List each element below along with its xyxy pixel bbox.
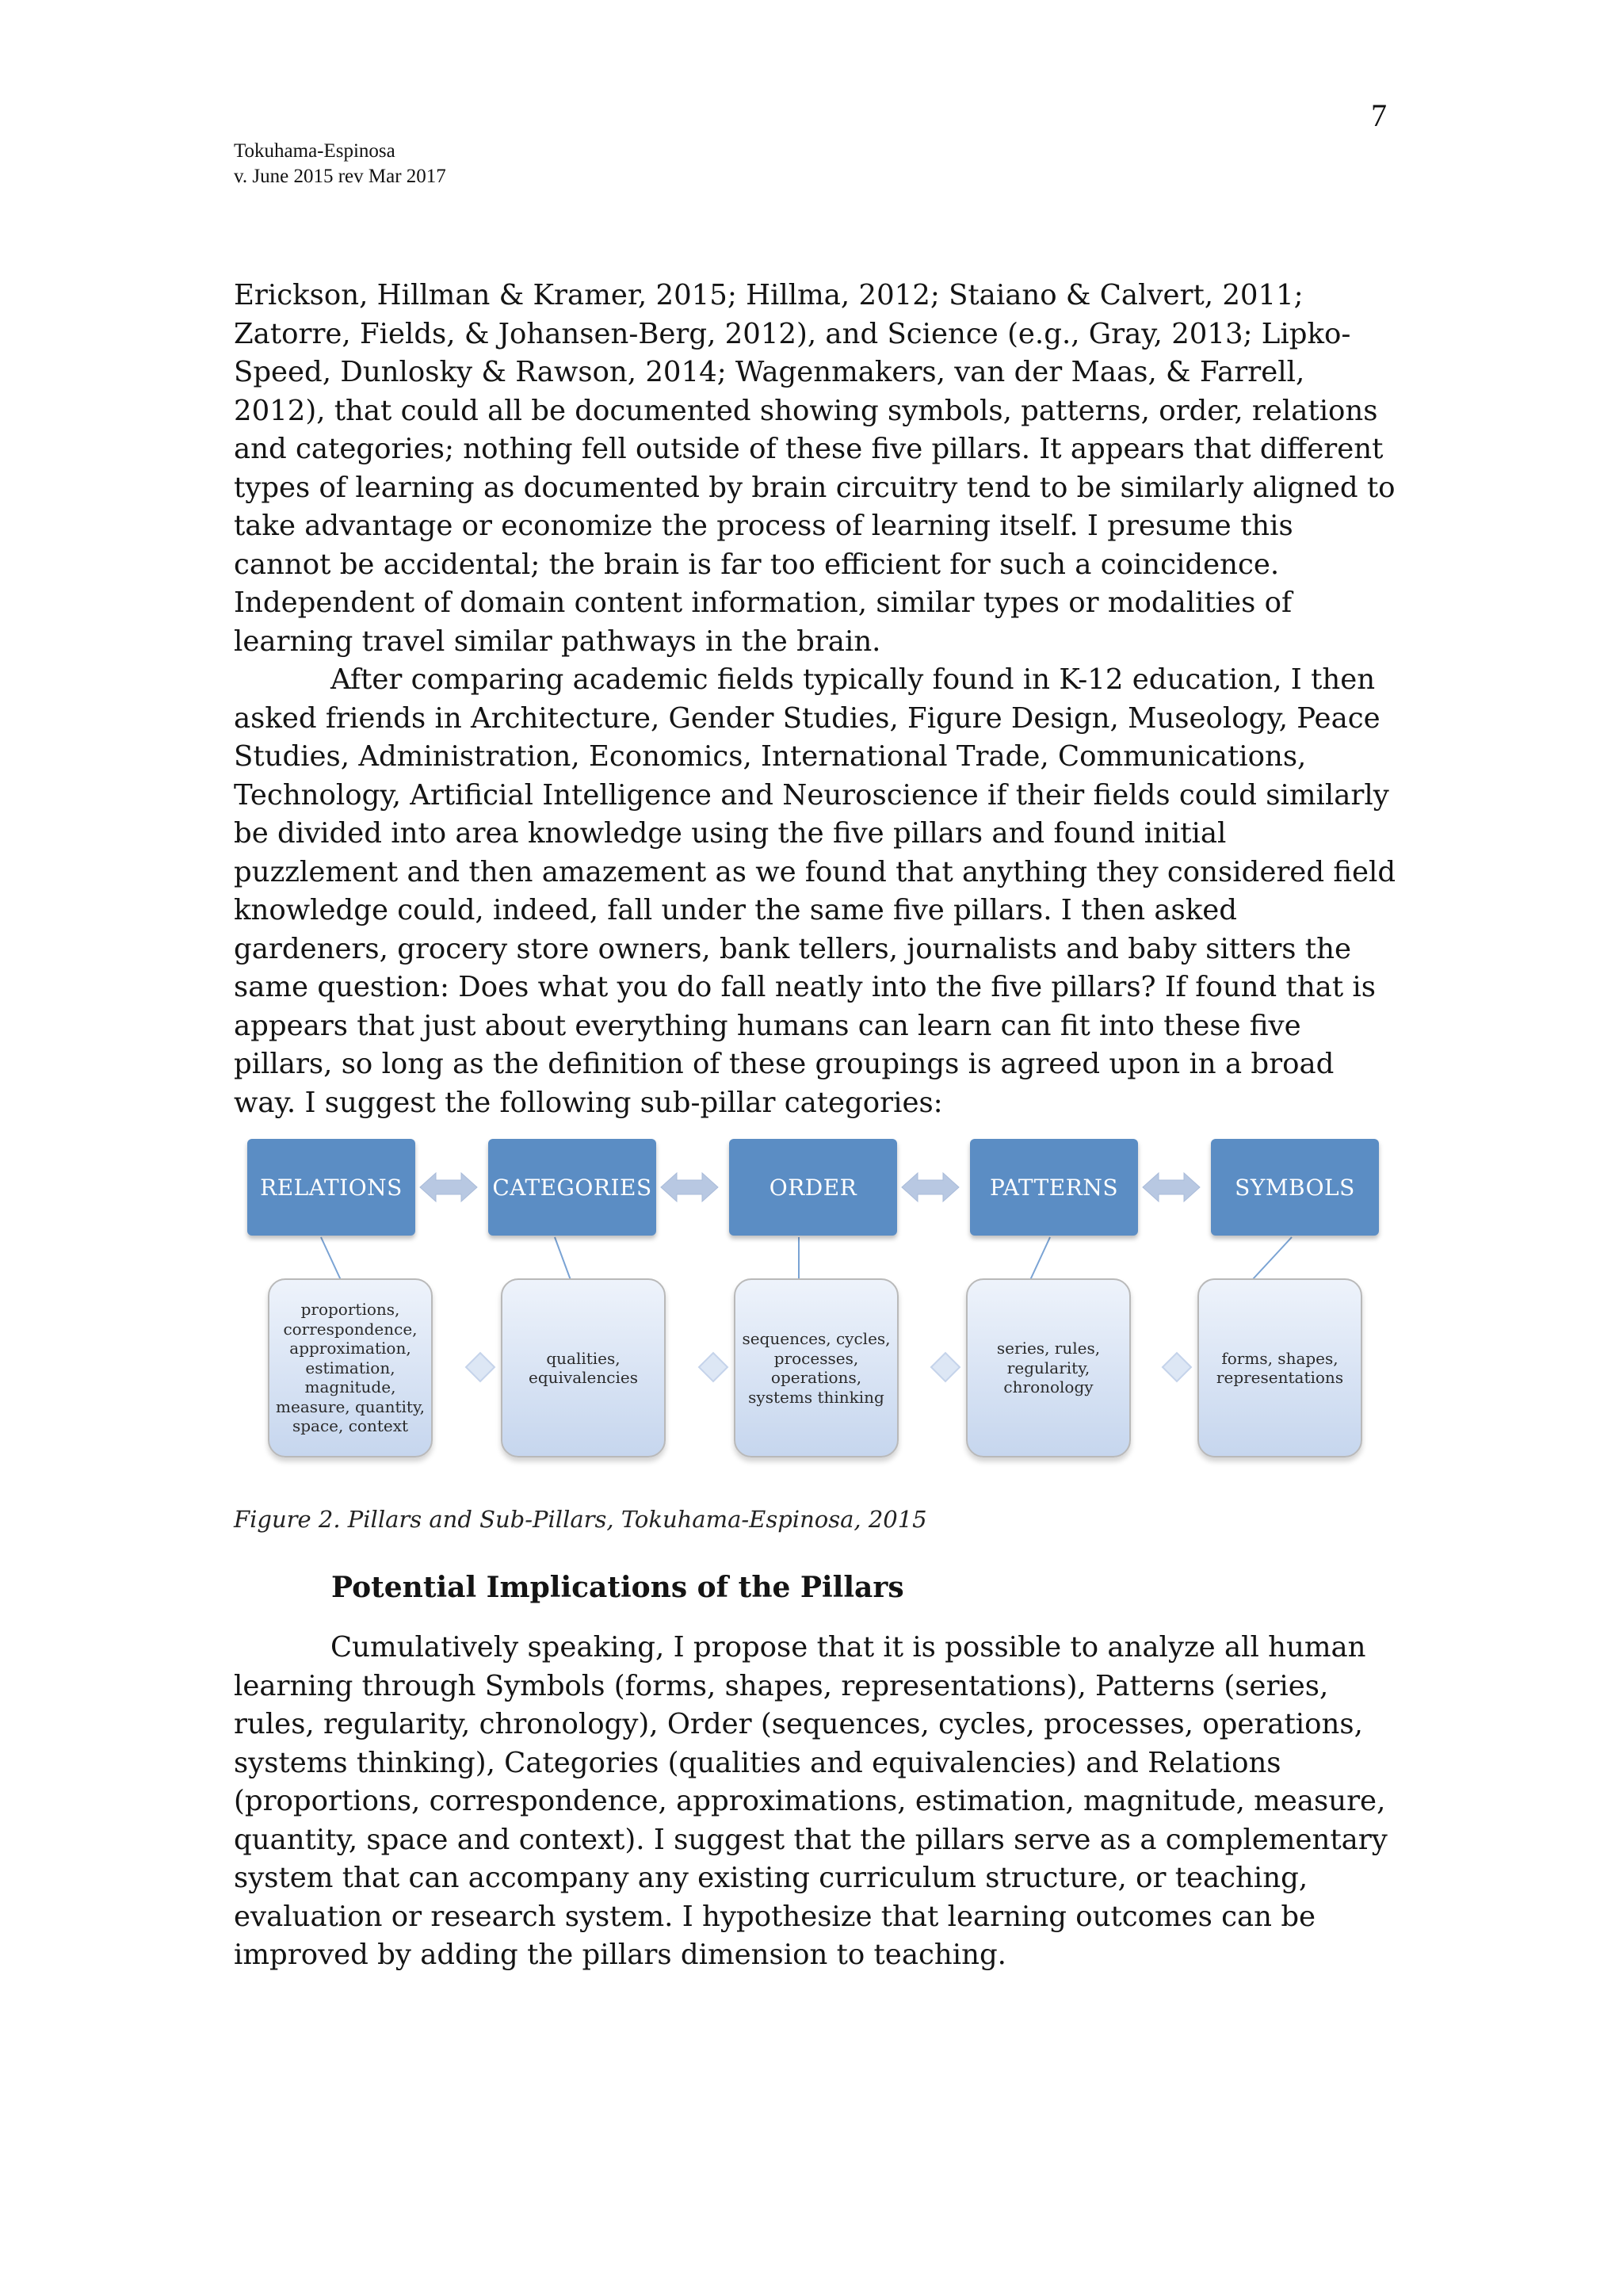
double-arrow-icon: [420, 1173, 477, 1201]
sub-pillar-symbols: forms, shapes, representations: [1197, 1278, 1362, 1457]
running-head: [234, 139, 446, 189]
diamond-icon: [931, 1353, 960, 1381]
pillar-symbols: SYMBOLS: [1211, 1139, 1379, 1236]
pillar-relations: RELATIONS: [247, 1139, 415, 1236]
double-arrow-icon: [1143, 1173, 1200, 1201]
body-text-top: [234, 277, 1399, 1122]
page-number: 7: [1371, 97, 1387, 133]
pillar-patterns: PATTERNS: [970, 1139, 1138, 1236]
connector-line: [555, 1237, 571, 1280]
sub-pillar-relations: proportions, correspondence, approximation, estimation, magnitude, measure, quantity, space, context: [268, 1278, 433, 1457]
diamond-icon: [699, 1353, 727, 1381]
running-head-version: v. June 2015 rev Mar 2017: [234, 166, 446, 187]
sub-pillar-categories: qualities, equivalencies: [501, 1278, 666, 1457]
pillar-order: ORDER: [729, 1139, 897, 1236]
paragraph: After comparing academic fields typically found in K-12 education, I then asked friends in Architecture, Gender Studies, Figure Design, Museology, Peace Studies, Administration, Economics, International Trade, Communications, Technology, Artificial Intelligence and Neuroscience if their fields could similarly be divided into area knowledge using the five pillars and found initial puzzlement and then amazement as we found that anything they considered field knowledge could, indeed, fall under the same five pillars. I then asked gardeners, grocery store owners, bank tellers, journalists and baby sitters the same question: Does what you do fall neatly into the five pillars? If found that is appears that just about everything humans can learn can fit into these five pillars, so long as the definition of these groupings is agreed upon in a broad way. I suggest the following sub-pillar categories:: [234, 663, 1396, 1119]
connector-line: [1030, 1237, 1050, 1280]
pillar-categories: CATEGORIES: [488, 1139, 656, 1236]
sub-pillar-order: sequences, cycles, processes, operations, systems thinking: [734, 1278, 899, 1457]
paragraph: Erickson, Hillman & Kramer, 2015; Hillma, 2012; Staiano & Calvert, 2011; Zatorre, Fields, & Johansen-Berg, 2012), and Science (e.g., Gray, 2013; Lipko-Speed, Dunlosky & Rawson, 2014; Wagenmakers, van der Maas, & Farrell, 2012), that could all be documented showing symbols, patterns, order, relations and categories; nothing fell outside of these five pillars. It appears that different types of learning as documented by brain circuitry tend to be similarly aligned to take advantage or economize the process of learning itself. I presume this cannot be accidental; the brain is far too efficient for such a coincidence. Independent of domain content information, similar types or modalities of learning travel similar pathways in the brain.: [234, 279, 1396, 658]
figure-caption: Figure 2. Pillars and Sub-Pillars, Tokuhama-Espinosa, 2015: [234, 1506, 927, 1533]
section-heading: Potential Implications of the Pillars: [331, 1571, 904, 1604]
diamond-icon: [466, 1353, 495, 1381]
pillars-diagram: [238, 1129, 1395, 1478]
connector-line: [321, 1237, 341, 1280]
connector-line: [1252, 1237, 1292, 1280]
double-arrow-icon: [902, 1173, 959, 1201]
running-head-author: Tokuhama-Espinosa: [234, 140, 395, 162]
body-text-bottom: [234, 1629, 1399, 1975]
paragraph: Cumulatively speaking, I propose that it is possible to analyze all human learning through Symbols (forms, shapes, representations), Patterns (series, rules, regularity, chronology), Order (sequences, cycles, processes, operations, systems thinking), Categories (qualities and equivalencies) and Relations (proportions, correspondence, approximations, estimation, magnitude, measure, quantity, space and context). I suggest that the pillars serve as a complementary system that can accompany any existing curriculum structure, or teaching, evaluation or research system. I hypothesize that learning outcomes can be improved by adding the pillars dimension to teaching.: [234, 1631, 1388, 1971]
sub-pillar-patterns: series, rules, regularity, chronology: [966, 1278, 1131, 1457]
diamond-icon: [1163, 1353, 1191, 1381]
double-arrow-icon: [661, 1173, 718, 1201]
